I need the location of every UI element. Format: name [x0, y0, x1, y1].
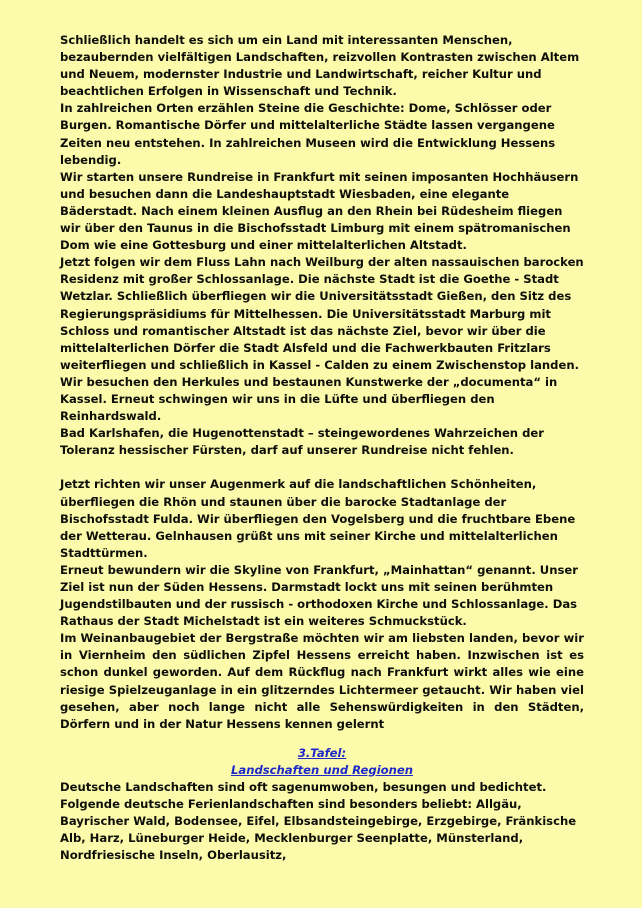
paragraph: Erneut bewundern wir die Skyline von Frankfurt, „Mainhattan“ genannt. Unser Ziel ist nun der Süden Hessens. Darmstadt lockt uns mit seinen berühmten Jugendstilbauten und der russisch - orthodoxen Kirche und Schlossanlage. Das Rathaus der Stadt Michelstadt ist ein weiteres Schmuckstück.: [60, 562, 578, 629]
document-body: [60, 32, 584, 865]
paragraph: Bad Karlshafen, die Hugenottenstadt – steingewordenes Wahrzeichen der Toleranz hessischer Fürsten, darf auf unserer Rundreise nicht fehlen.: [60, 426, 544, 458]
paragraph: Wir starten unsere Rundreise in Frankfurt mit seinen imposanten Hochhäusern und besuchen dann die Landeshauptstadt Wiesbaden, eine elegante Bäderstadt. Nach einem kleinen Ausflug an den Rhein bei Rüdesheim fliegen wir über den Taunus in die Bischofsstadt Limburg mit einem spätromanischen Dom wie eine Gottesburg und einer mittelalterlichen Altstadt.: [60, 169, 579, 253]
spacer: [60, 733, 584, 745]
section-title: Landschaften und Regionen: [230, 762, 414, 777]
spacer: [60, 459, 584, 476]
paragraph: In zahlreichen Orten erzählen Steine die Geschichte: Dome, Schlösser oder Burgen. Romantische Dörfer und mittelalterliche Städte lassen vergangene Zeiten neu entstehen. In zahlreichen Museen wird die Entwicklung Hessens lebendig.: [60, 101, 556, 167]
paragraph: Jetzt richten wir unser Augenmerk auf die landschaftlichen Schönheiten, überfliegen die Rhön und staunen über die barocke Stadtanlage der Bischofsstadt Fulda. Wir überfliegen den Vogelsberg und die fruchtbare Ebene der Wetterau. Gelnhausen grüßt uns mit seiner Kirche und mittelalterlichen Stadttürmen.: [60, 477, 576, 560]
paragraph: Im Weinanbaugebiet der Bergstraße möchten wir am liebsten landen, bevor wir in Viernheim den südlichen Zipfel Hessens erreicht haben. Inzwischen ist es schon dunkel geworden. Auf dem Rückflug nach Frankfurt wirkt alles wie eine riesige Spielzeuganlage in ein glitzerndes Lichtermeer getaucht. Wir haben viel gesehen, aber noch lange nicht alle Sehenswürdigkeiten in den Städten, Dörfern und in der Natur Hessens kennen gelernt: [60, 631, 584, 731]
paragraph: Schließlich handelt es sich um ein Land mit interessanten Menschen, bezaubernden vielfältigen Landschaften, reizvollen Kontrasten zwischen Altem und Neuem, modernster Industrie und Landwirtschaft, reicher Kultur und beachtlichen Erfolgen in Wissenschaft und Technik.: [60, 33, 580, 99]
paragraph: Wir besuchen den Herkules und bestaunen Kunstwerke der „documenta“ in Kassel. Erneut schwingen wir uns in die Lüfte und überfliegen den Reinhardswald.: [60, 374, 558, 424]
paragraph: Deutsche Landschaften sind oft sagenumwoben, besungen und bedichtet. Folgende deutsche Ferienlandschaften sind besonders beliebt: Allgäu, Bayrischer Wald, Bodensee, Eifel, Elbsandsteingebirge, Erzgebirge, Fränkische Alb, Harz, Lüneburger Heide, Mecklenburger Seenplatte, Münsterland, Nordfriesische Inseln, Oberlausitz,: [60, 780, 577, 863]
section-number: 3.Tafel:: [297, 745, 347, 760]
paragraph: Jetzt folgen wir dem Fluss Lahn nach Weilburg der alten nassauischen barocken Residenz mit großer Schlossanlage. Die nächste Stadt ist die Goethe - Stadt Wetzlar. Schließlich überfliegen wir die Universitätsstadt Gießen, den Sitz des Regierungspräsidiums für Mittelhessen. Die Universitätsstadt Marburg mit Schloss und romantischer Altstadt ist das nächste Ziel, bevor wir über die mittelalterlichen Dörfer die Stadt Alsfeld und die Fachwerkbauten Fritzlars weiterfliegen und schließlich in Kassel - Calden zu einem Zwischenstop landen.: [60, 255, 584, 372]
